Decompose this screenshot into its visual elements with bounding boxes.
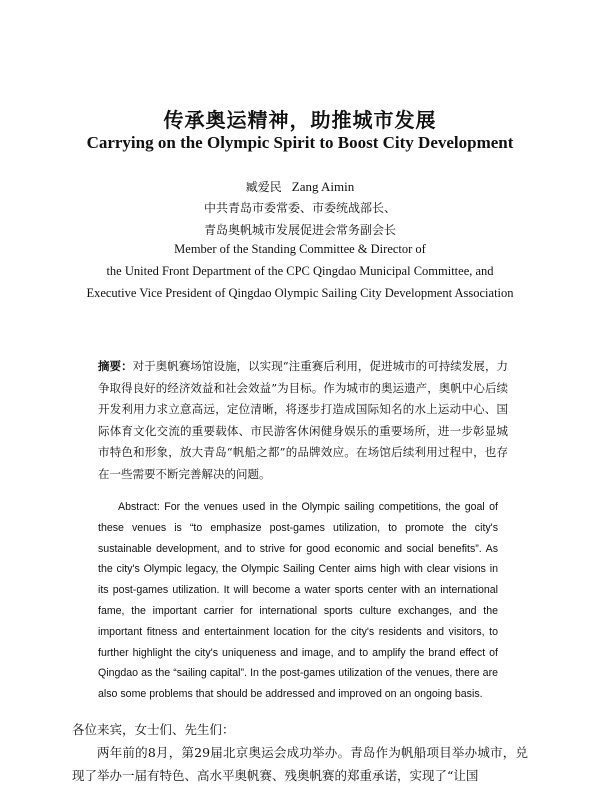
abstract-chinese-text: 对于奥帆赛场馆设施，以实现“注重赛后利用，促进城市的可持续发展，力争取得良好的经济效益和社会效益”为目标。作为城市的奥运遗产，奥帆中心后续开发利用力求立意高远，定位清晰，将逐步打造成国际知名的水上运动中心、国际体育文化交流的重要载体、市民游客休闲健身娱乐的重要场所，进一步彰显城市特色和形象，放大青岛“帆船之都”的品牌效应。在场馆后续利用过程中，也存在一些需要不断完善解决的问题。 [98, 359, 508, 481]
abstract-chinese-label: 摘要： [98, 359, 133, 373]
author-line [0, 177, 600, 197]
abstract-english [98, 497, 498, 705]
affiliation-english-line-1: Member of the Standing Committee & Director of [174, 242, 426, 256]
body-paragraph: 两年前的8月，第29届北京奥运会成功举办。青岛作为帆船项目举办城市，兑现了举办一届有特色、高水平奥帆赛、残奥帆赛的郑重承诺，实现了“让国 [72, 745, 528, 783]
affiliation-english-line-2: the United Front Department of the CPC Qingdao Municipal Committee, and [106, 264, 494, 278]
affiliation-english-line-3: Executive Vice President of Qingdao Olympic Sailing City Development Association [86, 286, 514, 300]
title-english: Carrying on the Olympic Spirit to Boost City Development [86, 133, 514, 152]
affiliation-chinese-line-1: 中共青岛市委常委、市委统战部长、 [203, 201, 396, 215]
author-name-chinese: 臧爱民 [245, 180, 282, 194]
author-name-english: Zang Aimin [291, 179, 355, 194]
affiliation-chinese-line-2: 青岛奥帆城市发展促进会常务副会长 [203, 223, 396, 237]
greeting: 各位来宾，女士们、先生们： [72, 722, 235, 737]
abstract-english-text: For the venues used in the Olympic sailing competitions, the goal of these venues is “to emphasize post-games utilization, to promote the city's sustainable development, and to strive for good economic and social benefits”. As the city's Olympic legacy, the Olympic Sailing Center aims high with clear visions in its post-games utilization. It will become a water sports center with an international fame, the important carrier for international sports culture exchanges, and the important fitness and entertainment location for the city's residents and visitors, to further highlight the city's uniqueness and image, and to amplify the brand effect of Qingdao as the “sailing capital”. In the post-games utilization of the venues, there are also some problems that should be addressed and improved on an ongoing basis. [98, 501, 498, 701]
title-chinese: 传承奥运精神，助推城市发展 [163, 108, 437, 132]
abstract-chinese [98, 356, 508, 485]
body-text [72, 718, 528, 787]
abstract-english-label: Abstract: [118, 501, 160, 513]
